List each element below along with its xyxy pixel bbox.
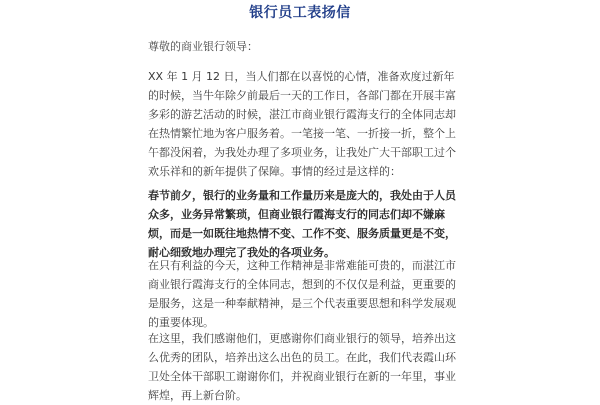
page-title: 银行员工表扬信 (249, 5, 351, 21)
paragraph-3: 在只有利益的今天，这种工作精神是非常难能可贵的，而湛江市商业银行霞海支行的全体同志，想到的不仅仅是利益，更重要的是服务，这是一种奉献精神，是三个代表重要思想和科学发展观的重要体现。 (148, 259, 456, 329)
paragraph-4: 在这里，我们感谢他们，更感谢你们商业银行的领导，培养出这么优秀的团队，培养出这么出色的员工。在此，我们代表霞山环卫处全体干部职工谢谢你们，并祝商业银行在新的一年里，事业辉煌，再上新台阶。 (148, 332, 456, 402)
greeting: 尊敬的商业银行领导： (148, 40, 258, 53)
paragraph-1: XX 年 1 月 12 日，当人们都在以喜悦的心情，准备欢度过新年的时候，当牛年除夕前最后一天的工作日，各部门都在开展丰富多彩的游艺活动的时候，湛江市商业银行霞海支行的全体同志却在热情繁忙地为客户服务着。一笔接一笔、一折接一折，整个上午都没闲着，为我处办理了多项业务，让我处广大干部职工过个欢乐祥和的新年提供了保障。事情的经过是这样的： (148, 70, 456, 178)
paragraph-2: 春节前夕，银行的业务量和工作量历来是庞大的，我处由于人员众多，业务异常繁琐，但商业银行霞海支行的同志们却不嫌麻烦，而是一如既往地热情不变、工作不变、服务质量更是不变，耐心细致地办理完了我处的各项业务。 (148, 189, 456, 259)
